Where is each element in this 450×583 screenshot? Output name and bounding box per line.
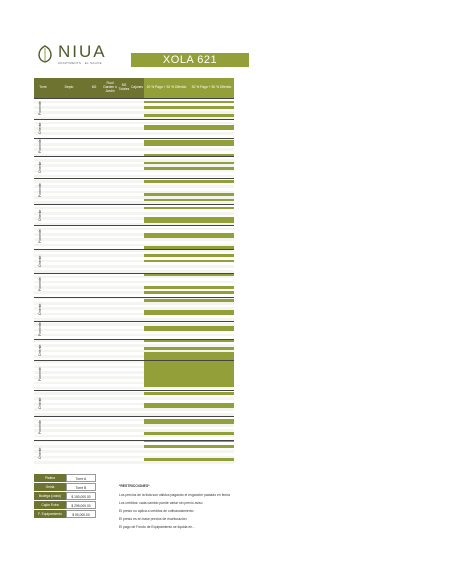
tower-separator <box>34 225 234 226</box>
tower-separator <box>34 297 234 298</box>
tower-label: Poniente <box>38 182 42 197</box>
tower-separator <box>34 204 234 205</box>
legend-label: Cajón Extra <box>34 501 66 509</box>
col-m2-total: M2 Totales <box>118 83 130 91</box>
legend-row <box>34 510 96 518</box>
tower-label: Oriente <box>38 447 42 460</box>
col-price-b: 30 % Pago + 50 % Diferido <box>189 78 234 98</box>
tower-separator <box>34 138 234 139</box>
legend-row <box>34 483 96 491</box>
legend-value: $ 150,000.00 <box>66 492 96 500</box>
tower-label: Poniente <box>38 100 42 115</box>
table-row <box>34 464 234 467</box>
tower-label: Oriente <box>38 209 42 221</box>
col-torre: Torre <box>39 85 47 90</box>
tower-separator <box>34 156 234 157</box>
legend-row <box>34 474 96 482</box>
tower-separator <box>34 416 234 417</box>
tower-label: Poniente <box>38 276 42 291</box>
legend-label: Oniria <box>34 483 66 491</box>
tower-separator <box>34 178 234 179</box>
legend-row <box>34 501 96 509</box>
tower-label: Oriente <box>38 255 42 267</box>
brand-tagline: APARTMENTS · EL SAUCE <box>58 61 102 65</box>
col-roof: Roof Garden o Jardín <box>103 81 117 93</box>
legend-label: Platina <box>34 474 66 482</box>
tower-label: Oriente <box>38 122 42 135</box>
tower-label: Oriente <box>38 344 42 356</box>
tower-separator <box>34 321 234 322</box>
tower-label: Oriente <box>38 161 42 173</box>
restriction-line: Los precios de la lista son válidos pagando el enganche pactado en fecha <box>119 493 231 497</box>
legend-row <box>34 492 96 500</box>
legend-label: Bodega (costo) <box>34 492 66 500</box>
tower-separator <box>34 360 234 361</box>
tower-label: Poniente <box>38 420 42 434</box>
legend-value: Torre B <box>66 483 96 491</box>
table-header <box>34 78 234 98</box>
restrictions <box>119 484 239 529</box>
restriction-line: El pago de Fondo de Equipamiento se liquida en... <box>119 525 195 529</box>
tower-separator <box>34 390 234 391</box>
tower-label: Poniente <box>38 322 42 336</box>
col-m2: M2 <box>91 85 97 90</box>
col-price-a: 20 % Pago + 30 % Diferido <box>144 78 189 98</box>
tower-label: Oriente <box>38 397 42 409</box>
tower-label: Poniente <box>38 367 42 381</box>
restrictions-title: *RESTRICCIONES* <box>119 484 150 488</box>
tower-separator <box>34 98 234 99</box>
brand-logo <box>34 44 124 76</box>
tower-label: Oriente <box>38 303 42 315</box>
tower-separator <box>34 273 234 274</box>
tower-separator <box>34 249 234 250</box>
restriction-line: El precio no aplica a créditos de cofinanciamiento <box>119 509 194 513</box>
tower-separator <box>34 119 234 120</box>
legend-label: F. Equipamiento <box>34 510 66 518</box>
restriction-line: El precio es en base precios de escrituración <box>119 517 187 521</box>
legend-value: Torre A <box>66 474 96 482</box>
tower-label: Poniente <box>38 139 42 154</box>
page-title: XOLA 621 <box>131 53 249 67</box>
legend-value: $ 50,000.00 <box>66 510 96 518</box>
brand-name: NIUA <box>58 42 107 61</box>
col-cajones: Cajones <box>130 85 144 90</box>
tower-separator <box>34 339 234 340</box>
leaf-logo-icon <box>34 44 56 64</box>
tower-separator <box>34 440 234 441</box>
col-depto: Depto <box>64 85 74 90</box>
restriction-line: Los créditos: cada cambio puede variar sin previo aviso <box>119 501 203 505</box>
tower-label: Poniente <box>38 229 42 244</box>
legend-value: $ 295,000.00 <box>66 501 96 509</box>
